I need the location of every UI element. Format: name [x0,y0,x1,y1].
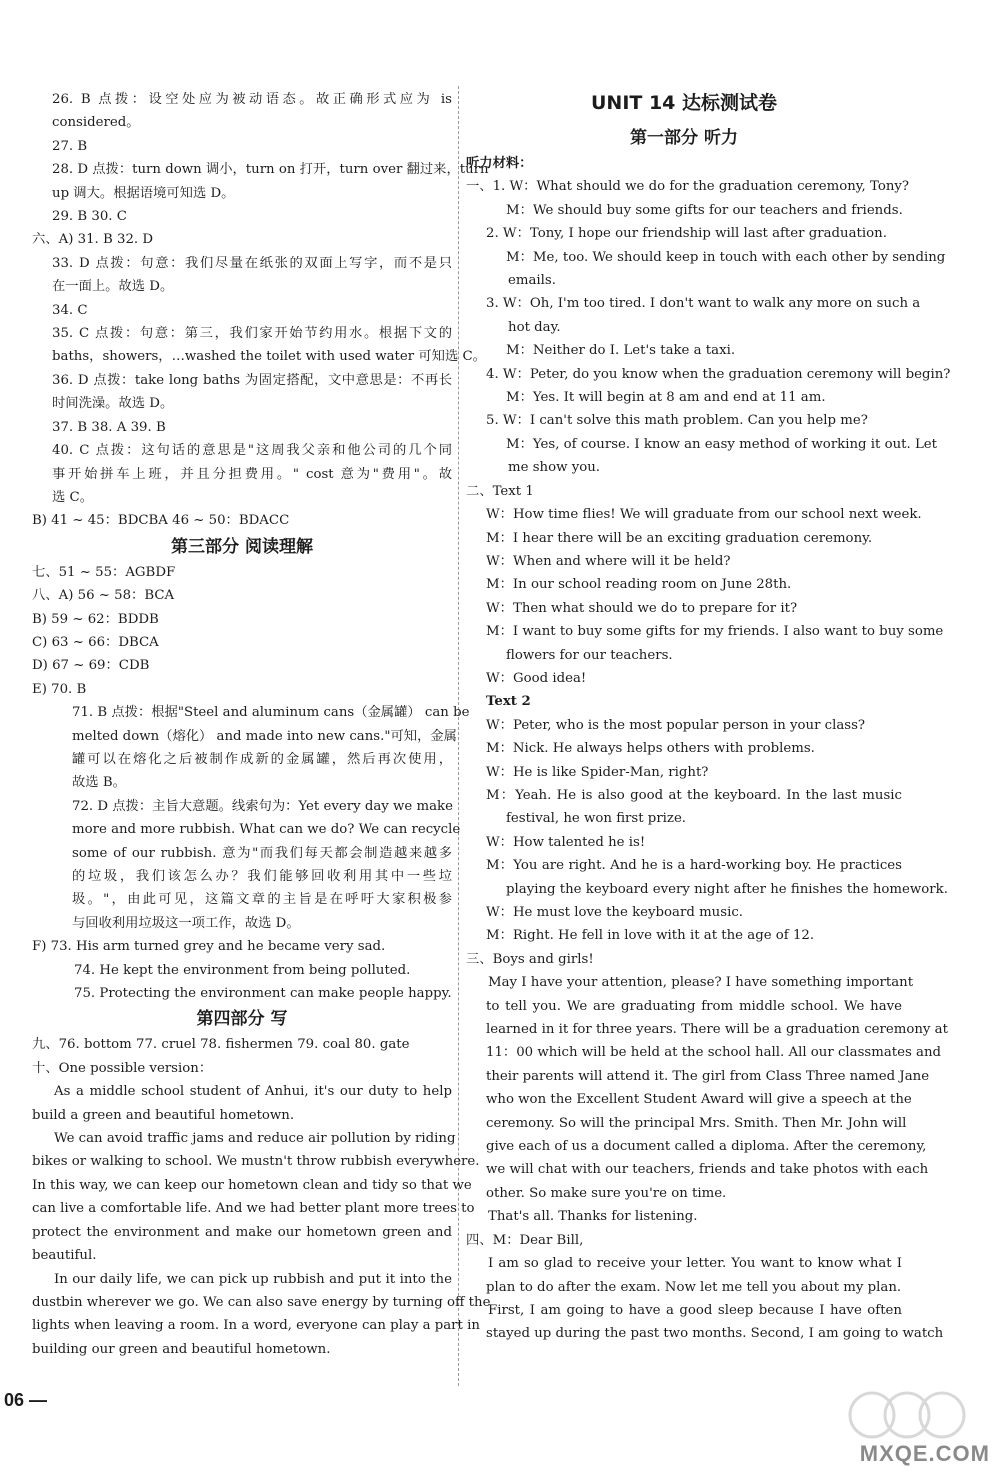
text-line: 33. D 点拨：句意：我们尽量在纸张的双面上写字，而不是只 [52,255,452,271]
text-line: M：Me, too. We should keep in touch with each other by sending [506,249,946,265]
text-line: ceremony. So will the principal Mrs. Smith. Then Mr. John will [486,1115,907,1131]
text-line: 28. D 点拨：turn down 调小，turn on 打开，turn over 翻过来，turn [52,162,489,178]
text-line: 5. W：I can't solve this math problem. Can you help me? [486,413,868,429]
text-line: D) 67 ~ 69：CDB [32,658,150,674]
text-line: 3. W：Oh, I'm too tired. I don't want to walk any more on such a [486,296,921,312]
text-line: W：Then what should we do to prepare for it? [486,600,798,616]
text-line: W：Good idea! [486,670,587,686]
listening-script [466,152,951,1346]
text-line: who won the Excellent Student Award will give a speech at the [486,1092,912,1108]
text-line: give each of us a document called a diploma. After the ceremony, [486,1139,927,1155]
watermark-text: MXQE.COM [859,1441,990,1466]
text-line: First, I am going to have a good sleep because I have often [488,1302,902,1318]
text-line: W：How time flies! We will graduate from our school next week. [486,507,922,523]
text-line: 35. C 点拨：句意：第三，我们家开始节约用水。根据下文的 [52,326,452,342]
text-line: W：He must love the keyboard music. [486,905,743,920]
text-line: Text 2 [486,694,531,710]
text-line: 罐可以在熔化之后被制作成新的金属罐，然后再次使用， [72,751,452,767]
page-number: 06 — [4,1390,48,1410]
text-line: 29. B 30. C [52,209,127,225]
text-line: 选 C。 [52,489,93,505]
text-line: 八、A) 56 ~ 58：BCA [32,588,175,604]
text-line: M：Yeah. He is also good at the keyboard. In the last music [486,787,902,803]
answer-list-part2 [32,88,489,533]
text-line: festival, he won first prize. [506,811,687,827]
answer-list-part3 [32,561,470,1006]
text-line: we will chat with our teachers, friends and take photos with each [486,1162,929,1178]
text-line: As a middle school student of Anhui, it's our duty to help [54,1084,452,1100]
text-line: 75. Protecting the environment can make people happy. [74,986,452,1002]
text-line: plan to do after the exam. Now let me tell you about my plan. [486,1279,902,1295]
text-line: dustbin wherever we go. We can also save energy by turning off the [32,1294,491,1310]
text-line: 圾。"，由此可见，这篇文章的主旨是在呼吁大家积极参 [72,892,452,908]
text-line: B) 41 ~ 45：BDCBA 46 ~ 50：BDACC [32,513,290,529]
text-line: other. So make sure you're on time. [486,1185,727,1201]
text-line: 二、Text 1 [466,483,534,499]
text-line: W：He is like Spider-Man, right? [486,764,709,780]
text-line: 九、76. bottom 77. cruel 78. fishermen 79. coal 80. gate [32,1037,410,1053]
text-line: 六、A) 31. B 32. D [32,232,154,248]
text-line: some of our rubbish. 意为"而我们每天都会制造越来越多 [72,845,452,861]
text-line: 37. B 38. A 39. B [52,419,166,435]
text-line: up 调大。根据语境可知选 D。 [52,185,235,201]
text-line: more and more rubbish. What can we do? We can recycle [72,822,461,838]
answer-list-part4 [32,1033,491,1361]
text-line: bikes or walking to school. We mustn't throw rubbish everywhere. [32,1154,480,1170]
text-line: 听力材料： [466,156,533,171]
text-line: 与回收利用垃圾这一项工作，故选 D。 [72,915,300,931]
text-line: In our daily life, we can pick up rubbish and put it into the [54,1271,452,1287]
text-line: hot day. [508,319,561,335]
text-line: 事开始拼车上班，并且分担费用。" cost 意为"费用"。故 [52,466,452,482]
text-line: 4. W：Peter, do you know when the graduation ceremony will begin? [486,366,951,382]
text-line: May I have your attention, please? I have something important [488,975,914,991]
text-line: M：Yes. It will begin at 8 am and end at 11 am. [506,390,826,406]
text-line: melted down（熔化） and made into new cans."可知，金属 [72,728,457,744]
text-line: emails. [508,273,556,289]
text-line: protect the environment and make our hometown green and [32,1224,452,1240]
text-line: W：Peter, who is the most popular person in your class? [486,717,866,733]
text-line: M：Yes, of course. I know an easy method of working it out. Let [506,436,938,452]
text-line: I am so glad to receive your letter. You want to know what I [488,1256,902,1272]
text-line: W：When and where will it be held? [486,553,731,569]
text-line: M：In our school reading room on June 28th. [486,577,792,593]
text-line: 36. D 点拨：take long baths 为固定搭配，文中意思是：不再长 [52,372,452,388]
section3-title: 第三部分 阅读理解 [171,536,313,557]
text-line: M：I want to buy some gifts for my friends. I also want to buy some [486,624,944,640]
text-line: 34. C [52,302,88,318]
text-line: their parents will attend it. The girl from Class Three named Jane [486,1068,930,1084]
text-line: to tell you. We are graduating from middle school. We have [486,998,902,1014]
text-line: 11：00 which will be held at the school hall. All our classmates and [486,1045,942,1061]
text-line: building our green and beautiful hometown. [32,1341,331,1357]
text-line: beautiful. [32,1248,97,1264]
text-line: 十、One possible version： [32,1060,213,1076]
text-line: E) 70. B [32,681,87,697]
text-line: baths，showers，…washed the toilet with used water 可知选 C。 [52,349,486,365]
text-line: 一、1. W：What should we do for the graduation ceremony, Tony? [466,179,910,195]
text-line: 2. W：Tony, I hope our friendship will last after graduation. [486,226,887,242]
text-line: 三、Boys and girls! [466,951,594,967]
text-line: 71. B 点拨：根据"Steel and aluminum cans（金属罐） can be [72,705,470,721]
text-line: 72. D 点拨：主旨大意题。线索句为：Yet every day we make [72,798,453,814]
text-line: We can avoid traffic jams and reduce air pollution by riding [54,1131,456,1147]
text-line: 26. B 点拨：设空处应为被动语态。故正确形式应为 is [52,92,452,107]
right-column [466,88,951,1346]
text-line: M：Right. He fell in love with it at the age of 12. [486,928,815,944]
text-line: lights when leaving a room. In a word, everyone can play a part in [32,1318,480,1334]
section4-title: 第四部分 写 [196,1009,288,1030]
left-column [32,88,491,1361]
text-line: M：Nick. He always helps others with problems. [486,741,815,757]
text-line: 七、51 ~ 55：AGBDF [32,564,176,580]
text-line: 故选 B。 [72,775,126,791]
text-line: me show you. [508,460,601,476]
text-line: That's all. Thanks for listening. [488,1209,698,1225]
text-line: M：Neither do I. Let's take a taxi. [506,343,736,359]
text-line: 27. B [52,138,88,154]
text-line: 时间洗澡。故选 D。 [52,396,174,412]
text-line: F) 73. His arm turned grey and he became very sad. [32,939,386,955]
part1-title: 第一部分 听力 [630,128,738,148]
text-line: B) 59 ~ 62：BDDB [32,611,159,627]
text-line: 的垃圾，我们该怎么办？我们能够回收利用其中一些垃 [72,869,452,884]
text-line: stayed up during the past two months. Second, I am going to watch [486,1326,944,1342]
text-line: 40. C 点拨：这句话的意思是"这周我父亲和他公司的几个同 [52,443,452,459]
text-line: M：I hear there will be an exciting graduation ceremony. [486,530,873,546]
text-line: considered。 [52,115,140,131]
text-line: can live a comfortable life. And we had better plant more trees to [32,1201,475,1217]
text-line: W：How talented he is! [486,834,646,850]
text-line: 在一面上。故选 D。 [52,279,174,295]
text-line: flowers for our teachers. [506,647,673,663]
text-line: build a green and beautiful hometown. [32,1107,295,1123]
text-line: 四、M：Dear Bill, [466,1232,584,1248]
unit-title: UNIT 14 达标测试卷 [590,92,778,114]
text-line: C) 63 ~ 66：DBCA [32,634,159,650]
text-line: In this way, we can keep our hometown clean and tidy so that we [32,1177,472,1193]
text-line: M：You are right. And he is a hard-working boy. He practices [486,858,902,874]
text-line: 74. He kept the environment from being polluted. [74,962,411,978]
text-line: playing the keyboard every night after he finishes the homework. [506,881,948,897]
text-line: learned in it for three years. There will be a graduation ceremony at [486,1022,948,1038]
text-line: M：We should buy some gifts for our teachers and friends. [506,202,903,218]
